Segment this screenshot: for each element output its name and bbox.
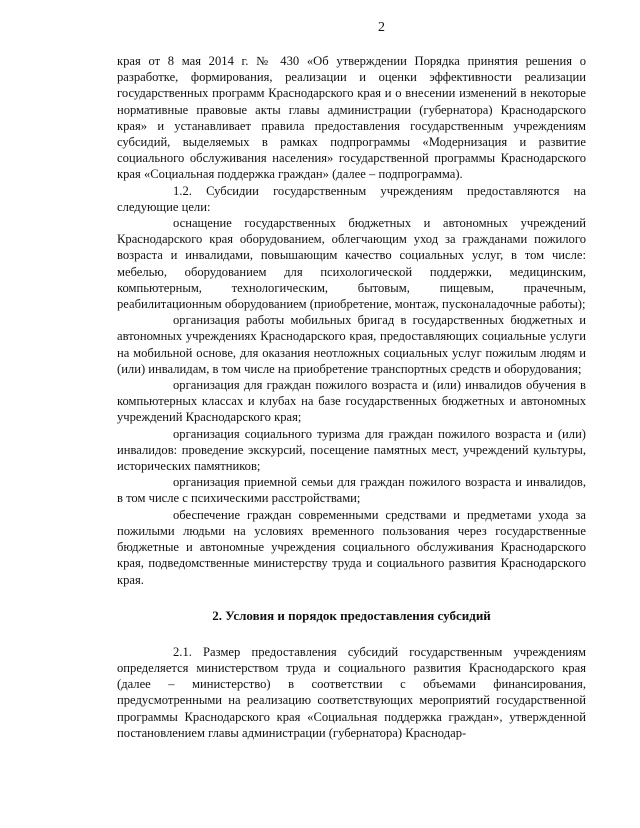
paragraph-care-items: обеспечение граждан современными средствами и предметами ухода за пожилыми людьми на условиях временного пользования через государственные бюджетные и автономные учреждения социального обслуживания Краснодарского края, подведомственные министерству труда и социального развития Краснодарского края. — [117, 507, 586, 587]
body-part-2 — [117, 644, 586, 741]
page-number: 2 — [378, 20, 385, 35]
paragraph-computer-training: организация для граждан пожилого возраста и (или) инвалидов обучения в компьютерных классах и клубах на базе государственных бюджетных и автономных учреждений Краснодарского края; — [117, 378, 586, 425]
paragraph-foster-family: организация приемной семьи для граждан пожилого возраста и инвалидов, в том числе с психическими расстройствами; — [117, 475, 586, 506]
paragraph-1-2: 1.2. Субсидии государственным учреждениям предоставляются на следующие цели: — [117, 183, 586, 214]
paragraph-equipment: оснащение государственных бюджетных и автономных учреждений Краснодарского края оборудованием, облегчающим уход за гражданами пожилого возраста и инвалидами, повышающим качество социальных услуг, в том числе: мебелью, оборудованием для психологической поддержки, медицинским, компьютерным, технологическим, бытовым, пищевым, прачечным, реабилитационным оборудованием (приобретение, монтаж, пусконаладочные работы); — [117, 216, 586, 312]
section-heading: 2. Условия и порядок предоставления субсидий — [212, 607, 491, 623]
body-part-1 — [117, 53, 586, 588]
paragraph-mobile-brigades: организация работы мобильных бригад в государственных бюджетных и автономных учреждениях Краснодарского края, предоставляющих социальные услуги на мобильной основе, для оказания неотложных социальных услуг пожилым людям и (или) инвалидам, в том числе на приобретение транспортных средств и оборудования; — [117, 313, 586, 376]
paragraph-social-tourism: организация социального туризма для граждан пожилого возраста и (или) инвалидов: проведение экскурсий, посещение памятных мест, учреждений культуры, исторических памятников; — [117, 426, 586, 474]
paragraph-intro-continuation: края от 8 мая 2014 г. № 430 «Об утверждении Порядка принятия решения о разработке, формирования, реализации и оценки эффективности реализации государственных программ Краснодарского края и о внесении изменений в некоторые нормативные правовые акты главы администрации (губернатора) Краснодарского края» и устанавливает правила предоставления государственным учреждениям субсидий, выделяемых в рамках подпрограммы «Модернизация и развитие социального обслуживания населения» государственной программы Краснодарского края «Социальная поддержка граждан» (далее – подпрограмма). — [117, 54, 586, 182]
paragraph-2-1: 2.1. Размер предоставления субсидий государственным учреждениям определяется министерством труда и социального развития Краснодарского края (далее – министерство) в соответствии с объемами финансирования, предусмотренными на реализацию соответствующих мероприятий государственной программы Краснодарского края «Социальная поддержка граждан», утвержденной постановлением главы администрации (губернатора) Краснодар- — [117, 644, 586, 740]
